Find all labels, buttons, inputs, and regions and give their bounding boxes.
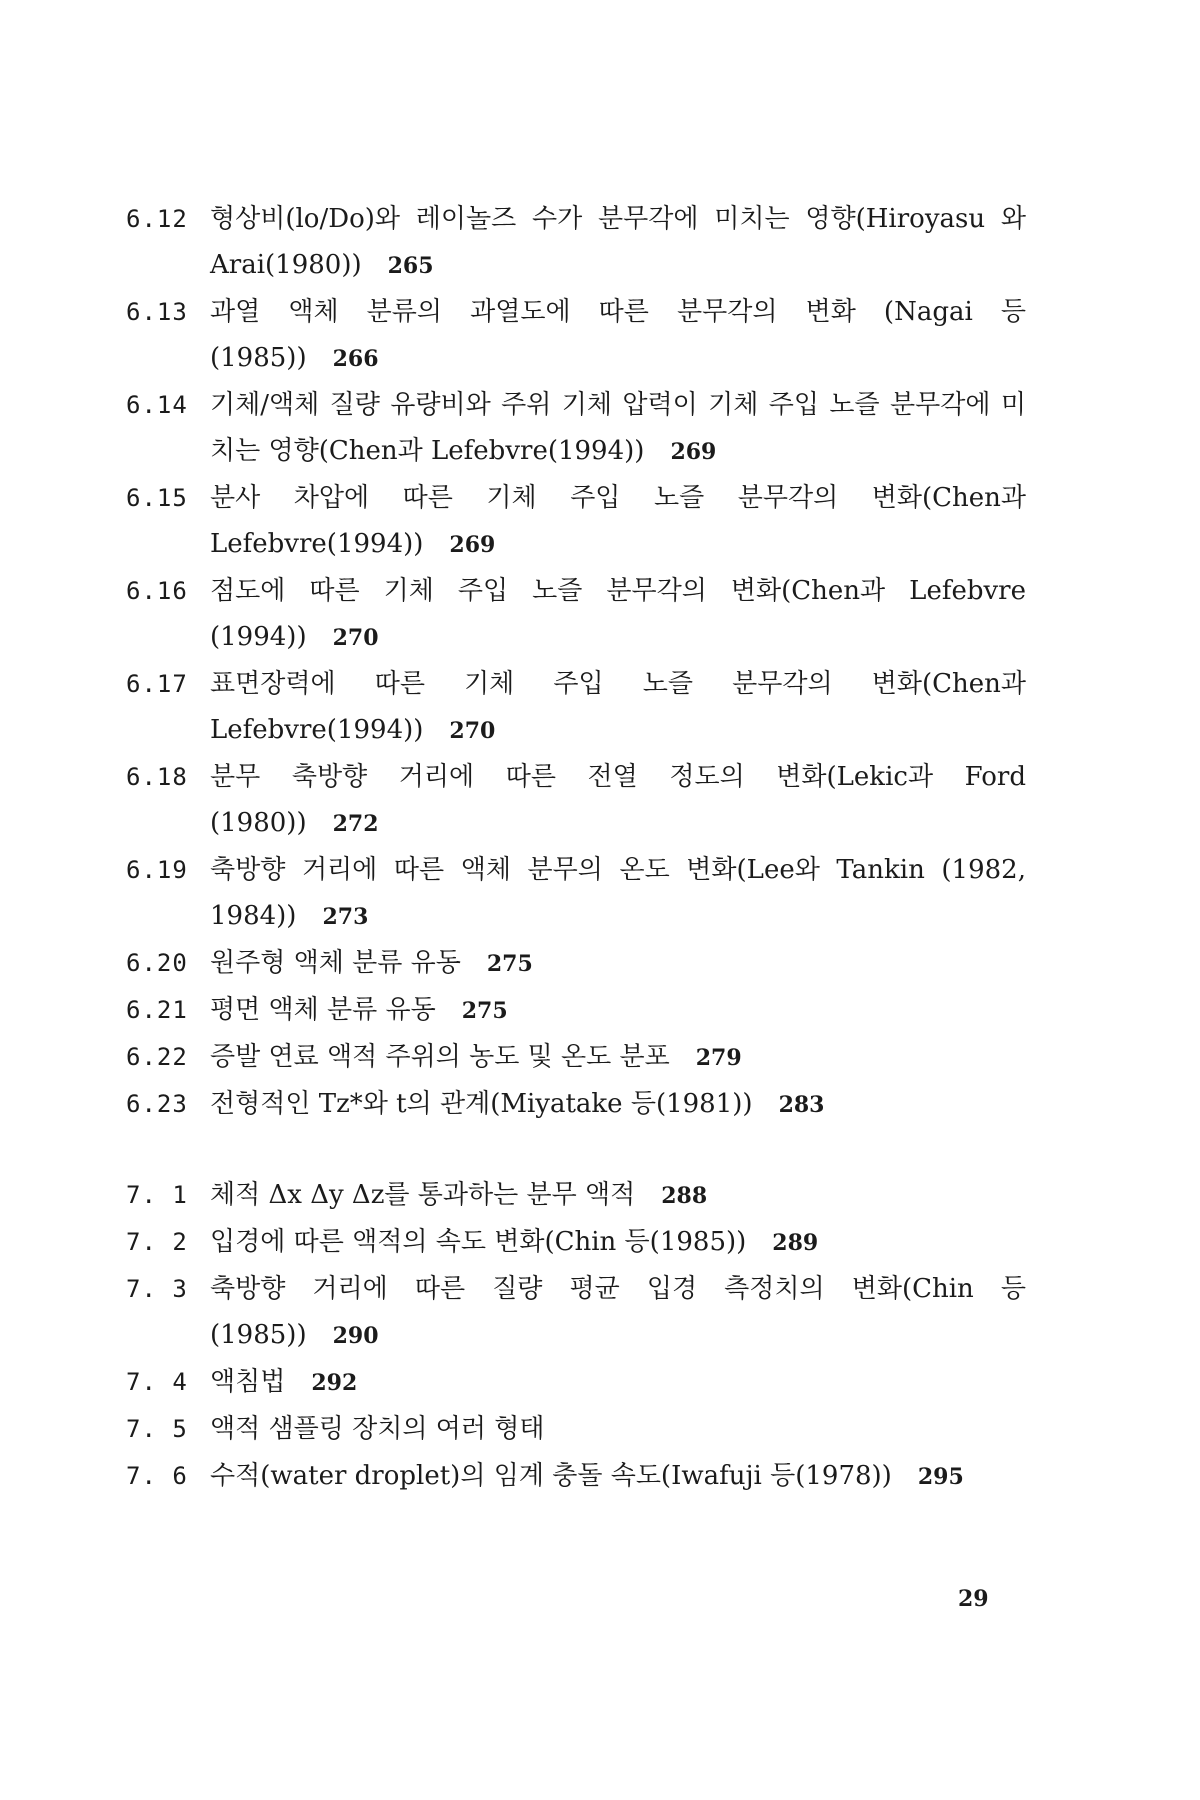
entry-title: 원주형 액체 분류 유동 275 xyxy=(210,948,533,978)
entry-page: 266 xyxy=(332,346,379,372)
toc-entry-7-4 xyxy=(126,1359,1026,1406)
entry-page: 279 xyxy=(695,1045,742,1071)
entry-title: 표면장력에 따른 기체 주입 노즐 분무각의 변화(Chen과 Lefebvre(1994)) 270 xyxy=(210,669,1026,745)
entry-title: 점도에 따른 기체 주입 노즐 분무각의 변화(Chen과 Lefebvre (1994)) 270 xyxy=(210,576,1026,652)
toc-entry-6-14 xyxy=(126,382,1026,475)
entry-page: 283 xyxy=(778,1092,825,1118)
entry-title: 액침법 292 xyxy=(210,1367,358,1397)
entry-title: 입경에 따른 액적의 속도 변화(Chin 등(1985)) 289 xyxy=(210,1227,819,1257)
entry-number: 6.18 xyxy=(126,763,188,791)
toc-entry-6-19 xyxy=(126,847,1026,940)
toc-entry-7-5 xyxy=(126,1406,1026,1453)
toc-entry-6-13 xyxy=(126,289,1026,382)
entry-page: 289 xyxy=(772,1230,819,1256)
entry-title: 과열 액체 분류의 과열도에 따른 분무각의 변화 (Nagai 등 (1985)) 266 xyxy=(210,297,1026,373)
entry-page: 290 xyxy=(332,1323,379,1349)
entry-title: 체적 Δx Δy Δz를 통과하는 분무 액적 288 xyxy=(210,1180,708,1210)
toc-entry-7-3 xyxy=(126,1266,1026,1359)
entry-number: 6.14 xyxy=(126,391,188,419)
toc-entry-6-20 xyxy=(126,940,1026,987)
entry-title: 형상비(lo/Do)와 레이놀즈 수가 분무각에 미치는 영향(Hiroyasu 와 Arai(1980)) 265 xyxy=(210,204,1026,280)
page-number: 29 xyxy=(958,1586,989,1612)
entry-page: 272 xyxy=(332,811,379,837)
entry-number: 6.13 xyxy=(126,298,188,326)
entry-number: 6.21 xyxy=(126,996,188,1024)
entry-number: 7. 6 xyxy=(126,1462,188,1490)
entry-title: 수적(water droplet)의 임계 충돌 속도(Iwafuji 등(1978)) 295 xyxy=(210,1461,964,1491)
entry-page: 269 xyxy=(670,439,717,465)
entry-title: 축방향 거리에 따른 액체 분무의 온도 변화(Lee와 Tankin (1982, 1984)) 273 xyxy=(210,855,1026,931)
entry-title: 전형적인 Tz*와 t의 관계(Miyatake 등(1981)) 283 xyxy=(210,1089,825,1119)
toc-entry-6-21 xyxy=(126,987,1026,1034)
entry-number: 7. 2 xyxy=(126,1228,188,1256)
list-of-figures xyxy=(126,196,1026,1500)
toc-entry-7-6 xyxy=(126,1453,1026,1500)
entry-page: 265 xyxy=(387,253,434,279)
entry-number: 6.23 xyxy=(126,1090,188,1118)
entry-number: 6.12 xyxy=(126,205,188,233)
entry-number: 7. 3 xyxy=(126,1275,188,1303)
entry-page: 275 xyxy=(461,998,508,1024)
entry-title: 축방향 거리에 따른 질량 평균 입경 측정치의 변화(Chin 등 (1985)) 290 xyxy=(210,1274,1026,1350)
entry-title: 평면 액체 분류 유동 275 xyxy=(210,995,508,1025)
entry-title: 분무 축방향 거리에 따른 전열 정도의 변화(Lekic과 Ford (1980)) 272 xyxy=(210,762,1026,838)
entry-number: 6.19 xyxy=(126,856,188,884)
entry-page: 269 xyxy=(449,532,496,558)
toc-entry-6-18 xyxy=(126,754,1026,847)
entry-page: 292 xyxy=(311,1370,358,1396)
entry-number: 6.20 xyxy=(126,949,188,977)
toc-entry-6-16 xyxy=(126,568,1026,661)
toc-entry-7-1 xyxy=(126,1172,1026,1219)
entry-page: 288 xyxy=(661,1183,708,1209)
toc-entry-7-2 xyxy=(126,1219,1026,1266)
entry-page: 270 xyxy=(449,718,496,744)
entry-number: 7. 5 xyxy=(126,1415,188,1443)
entry-page: 270 xyxy=(332,625,379,651)
entry-number: 7. 4 xyxy=(126,1368,188,1396)
toc-entry-6-22 xyxy=(126,1034,1026,1081)
entry-page: 273 xyxy=(322,904,369,930)
entry-title: 기체/액체 질량 유량비와 주위 기체 압력이 기체 주입 노즐 분무각에 미치는 영향(Chen과 Lefebvre(1994)) 269 xyxy=(210,390,1026,466)
toc-entry-6-15 xyxy=(126,475,1026,568)
entry-page: 295 xyxy=(917,1464,964,1490)
entry-title: 액적 샘플링 장치의 여러 형태 xyxy=(210,1414,545,1444)
entry-page: 275 xyxy=(486,951,533,977)
section-gap xyxy=(126,1128,1026,1172)
entry-number: 6.17 xyxy=(126,670,188,698)
toc-entry-6-12 xyxy=(126,196,1026,289)
toc-entry-6-17 xyxy=(126,661,1026,754)
entry-number: 7. 1 xyxy=(126,1181,188,1209)
entry-number: 6.22 xyxy=(126,1043,188,1071)
entry-number: 6.15 xyxy=(126,484,188,512)
toc-entry-6-23 xyxy=(126,1081,1026,1128)
entry-number: 6.16 xyxy=(126,577,188,605)
entry-title: 분사 차압에 따른 기체 주입 노즐 분무각의 변화(Chen과 Lefebvre(1994)) 269 xyxy=(210,483,1026,559)
entry-title: 증발 연료 액적 주위의 농도 및 온도 분포 279 xyxy=(210,1042,742,1072)
